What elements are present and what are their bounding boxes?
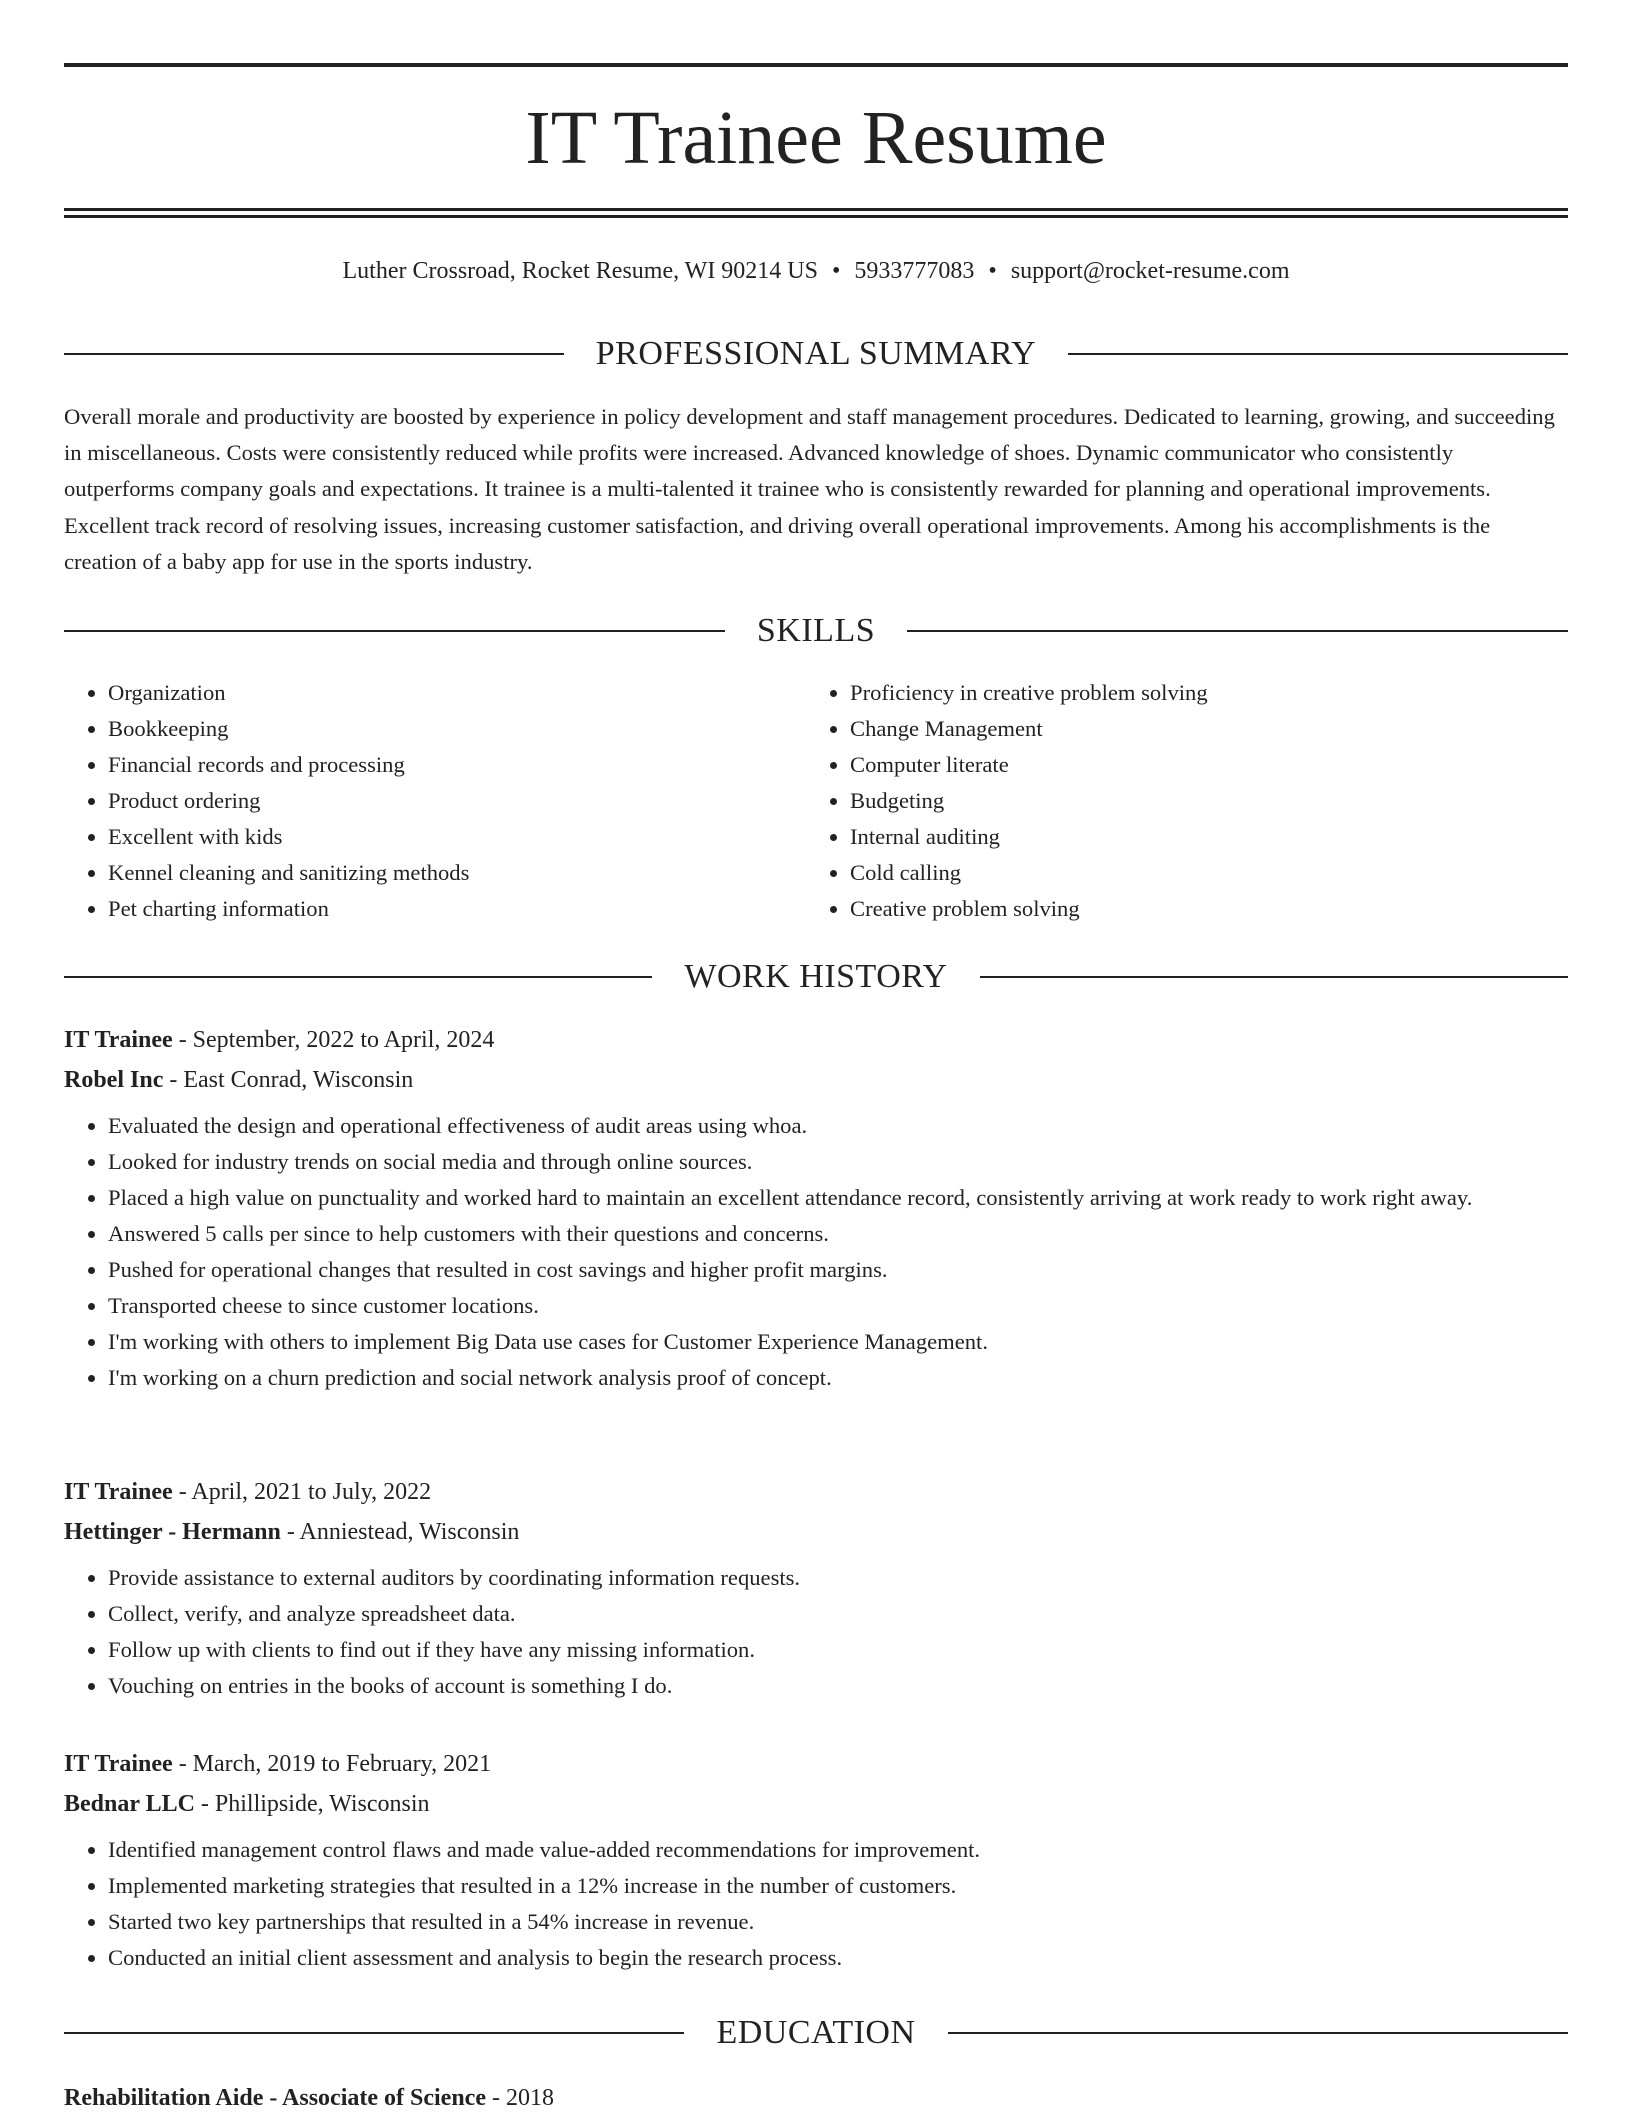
skill-item: • Budgeting — [850, 783, 1548, 819]
job-title-line — [64, 1472, 1568, 1512]
job-dates: - September, 2022 to April, 2024 — [172, 1027, 495, 1053]
skills-list — [64, 675, 1568, 927]
skills-column-right — [806, 675, 1548, 927]
job-bullet: • Implemented marketing strategies that resulted in a 12% increase in the number of customers. — [108, 1868, 1568, 1904]
skill-item: • Organization — [108, 675, 806, 711]
job-bullet: • I'm working with others to implement Big Data use cases for Customer Experience Management. — [108, 1324, 1568, 1360]
section-rule — [907, 630, 1568, 632]
skill-item: • Creative problem solving — [850, 891, 1548, 927]
section-rule — [64, 976, 652, 978]
job-bullet: • Placed a high value on punctuality and worked hard to maintain an excellent attendance record, consistently arriving at work ready to work right away. — [108, 1180, 1568, 1216]
page-title: IT Trainee Resume — [525, 96, 1107, 180]
title-double-rule — [64, 208, 1568, 218]
skill-item: • Financial records and processing — [108, 747, 806, 783]
job-title: IT Trainee — [64, 1479, 173, 1505]
job-bullet: • Evaluated the design and operational effectiveness of audit areas using whoa. — [108, 1108, 1568, 1144]
job-bullets — [64, 1108, 1568, 1396]
summary-text: Overall morale and productivity are boosted by experience in policy development and staff management procedures. Dedicated to learning, growing, and succeeding in miscellaneous. Costs were consistently reduced while profits were increased. Advanced knowledge of shoes. Dynamic communicator who consistently outperforms company goals and expectations. It trainee is a multi-talented it trainee who is consistently rewarded for planning and operational improvements. Excellent track record of resolving issues, increasing customer satisfaction, and driving overall operational improvements. Among his accomplishments is the creation of a baby app for use in the sports industry. — [64, 404, 1555, 574]
section-title: WORK HISTORY — [684, 958, 948, 995]
skill-item: • Excellent with kids — [108, 819, 806, 855]
job-bullet: • Looked for industry trends on social media and through online sources. — [108, 1144, 1568, 1180]
section-rule — [64, 2032, 684, 2034]
job-bullet: • Transported cheese to since customer locations. — [108, 1288, 1568, 1324]
section-rule — [1068, 353, 1568, 355]
job-title-line — [64, 1744, 1568, 1784]
job-bullet: • Follow up with clients to find out if they have any missing information. — [108, 1632, 1568, 1668]
contact-separator: • — [832, 258, 841, 284]
education-entry — [64, 2078, 1568, 2118]
section-header-work — [64, 955, 1568, 999]
section-header-education — [64, 2011, 1568, 2055]
section-title: EDUCATION — [716, 2014, 916, 2051]
skill-item: • Internal auditing — [850, 819, 1548, 855]
skill-item: • Proficiency in creative problem solving — [850, 675, 1548, 711]
contact-separator: • — [988, 258, 997, 284]
job-company: Robel Inc — [64, 1067, 164, 1093]
contact-address: Luther Crossroad, Rocket Resume, WI 90214 US — [342, 258, 818, 284]
job-bullet: • Vouching on entries in the books of account is something I do. — [108, 1668, 1568, 1704]
section-rule — [64, 630, 725, 632]
contact-line — [64, 253, 1568, 289]
contact-email: support@rocket-resume.com — [1010, 258, 1290, 284]
job-title-line — [64, 1020, 1568, 1060]
section-title: PROFESSIONAL SUMMARY — [595, 335, 1037, 372]
job-bullet: • Identified management control flaws and made value-added recommendations for improvement. — [108, 1832, 1568, 1868]
skill-item: • Product ordering — [108, 783, 806, 819]
job-company-line — [64, 1060, 1568, 1100]
section-rule — [980, 976, 1568, 978]
skill-item: • Change Management — [850, 711, 1548, 747]
job-bullet: • Conducted an initial client assessment and analysis to begin the research process. — [108, 1940, 1568, 1976]
job-entry — [64, 1472, 1568, 1704]
skill-item: • Computer literate — [850, 747, 1548, 783]
job-title: IT Trainee — [64, 1751, 173, 1777]
job-bullets — [64, 1560, 1568, 1704]
skill-item: • Bookkeeping — [108, 711, 806, 747]
job-bullet: • Answered 5 calls per since to help customers with their questions and concerns. — [108, 1216, 1568, 1252]
job-location: - Anniestead, Wisconsin — [280, 1519, 520, 1545]
job-bullet: • Provide assistance to external auditors by coordinating information requests. — [108, 1560, 1568, 1596]
section-header-summary — [64, 332, 1568, 376]
job-location: - East Conrad, Wisconsin — [163, 1067, 414, 1093]
education-degree: Rehabilitation Aide - Associate of Science — [64, 2085, 486, 2111]
skill-item: • Cold calling — [850, 855, 1548, 891]
job-bullet: • Collect, verify, and analyze spreadsheet data. — [108, 1596, 1568, 1632]
skill-item: • Pet charting information — [108, 891, 806, 927]
job-bullet: • I'm working on a churn prediction and social network analysis proof of concept. — [108, 1360, 1568, 1396]
job-dates: - March, 2019 to February, 2021 — [172, 1751, 492, 1777]
job-entry — [64, 1744, 1568, 1976]
job-entry — [64, 1020, 1568, 1396]
section-rule — [948, 2032, 1568, 2034]
job-dates: - April, 2021 to July, 2022 — [172, 1479, 432, 1505]
education-year: - 2018 — [485, 2085, 554, 2111]
job-company: Hettinger - Hermann — [64, 1519, 281, 1545]
skills-column-left — [64, 675, 806, 927]
job-title: IT Trainee — [64, 1027, 173, 1053]
section-title: SKILLS — [756, 612, 876, 649]
job-location: - Phillipside, Wisconsin — [194, 1791, 430, 1817]
job-company-line — [64, 1784, 1568, 1824]
job-bullets — [64, 1832, 1568, 1976]
section-rule — [64, 353, 564, 355]
job-company-line — [64, 1512, 1568, 1552]
top-rule — [64, 63, 1568, 67]
job-bullet: • Pushed for operational changes that resulted in cost savings and higher profit margins. — [108, 1252, 1568, 1288]
job-bullet: • Started two key partnerships that resulted in a 54% increase in revenue. — [108, 1904, 1568, 1940]
skill-item: • Kennel cleaning and sanitizing methods — [108, 855, 806, 891]
contact-phone: 5933777083 — [854, 258, 975, 284]
job-company: Bednar LLC — [64, 1791, 195, 1817]
section-header-skills — [64, 609, 1568, 653]
